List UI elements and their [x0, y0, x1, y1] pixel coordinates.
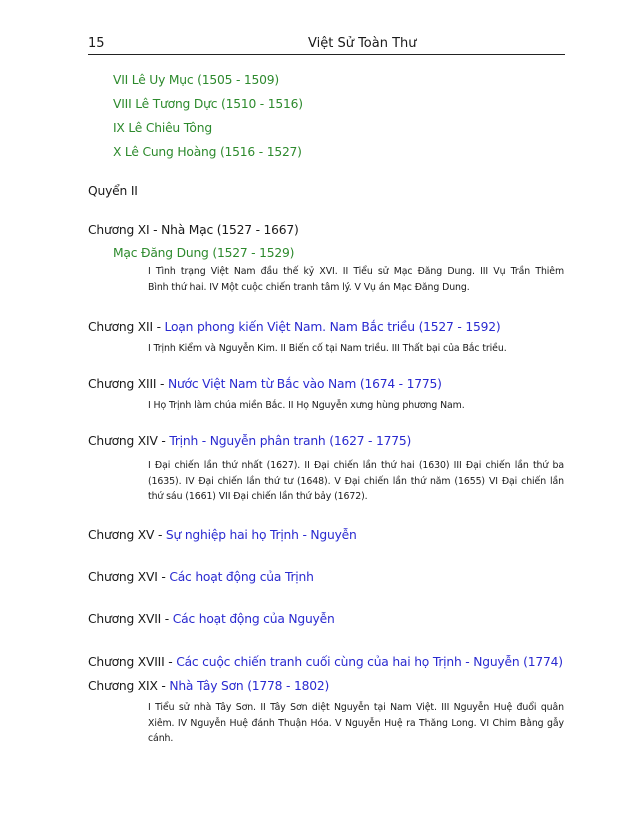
- chapter-label: Chương XVI -: [88, 570, 170, 584]
- desc-line: I Tiểu sử nhà Tây Sơn. II Tây Sơn diệt Nguyễn tại Nam Việt. III Nguyễn Huệ đuổi quân: [148, 702, 564, 713]
- volume-heading: Quyển II: [88, 184, 138, 198]
- toc-entry-chapter-xiv[interactable]: [88, 434, 411, 448]
- toc-entry-king-vii[interactable]: VII Lê Uy Mục (1505 - 1509): [113, 73, 279, 87]
- desc-line: I Họ Trịnh làm chúa miền Bắc. II Họ Nguyễn xưng hùng phương Nam.: [148, 400, 465, 411]
- chapter-link[interactable]: Sự nghiệp hai họ Trịnh - Nguyễn: [165, 528, 357, 542]
- chapter-link[interactable]: Các hoạt động của Nguyễn: [172, 612, 335, 626]
- chapter-link[interactable]: Loạn phong kiến Việt Nam. Nam Bắc triều (1527 - 1592): [164, 320, 501, 334]
- toc-entry-chapter-xiii[interactable]: [88, 377, 442, 391]
- chapter-xix-description: [148, 700, 564, 747]
- toc-entry-chapter-xvii[interactable]: [88, 612, 335, 626]
- chapter-label: Chương XII -: [88, 320, 165, 334]
- toc-entry-king-viii[interactable]: VIII Lê Tương Dực (1510 - 1516): [113, 97, 303, 111]
- chapter-link[interactable]: Các hoạt động của Trịnh: [169, 570, 314, 584]
- chapter-link[interactable]: Nước Việt Nam từ Bắc vào Nam (1674 - 1775): [167, 377, 442, 391]
- toc-entry-king-x[interactable]: X Lê Cung Hoàng (1516 - 1527): [113, 145, 302, 159]
- desc-line: I Tình trạng Việt Nam đầu thế kỷ XVI. II Tiểu sử Mạc Đăng Dung. III Vụ Trần Thiêm: [148, 266, 564, 277]
- desc-line: Xiêm. IV Nguyễn Huệ đánh Thuận Hóa. V Nguyễn Huệ ra Thăng Long. VI Chim Bằng gẫy: [148, 717, 564, 729]
- toc-entry-chapter-xvi[interactable]: [88, 570, 314, 584]
- desc-line: thứ sáu (1661) VII Đại chiến lần thứ bảy (1672).: [148, 491, 368, 502]
- toc-entry-king-ix[interactable]: IX Lê Chiêu Tông: [113, 121, 212, 135]
- book-title: Việt Sử Toàn Thư: [308, 36, 417, 51]
- desc-line: cánh.: [148, 733, 174, 744]
- chapter-link[interactable]: Nhà Tây Sơn (1778 - 1802): [169, 679, 330, 693]
- chapter-label: Chương XVIII -: [88, 655, 177, 669]
- toc-entry-mac-dang-dung[interactable]: Mạc Đăng Dung (1527 - 1529): [113, 246, 295, 260]
- chapter-link[interactable]: Trịnh - Nguyễn phân tranh (1627 - 1775): [169, 434, 412, 448]
- chapter-link[interactable]: Các cuộc chiến tranh cuối cùng của hai họ Trịnh - Nguyễn (1774): [176, 655, 563, 669]
- toc-entry-chapter-xii[interactable]: [88, 320, 500, 334]
- chapter-label: Chương XIII -: [88, 377, 168, 391]
- toc-entry-chapter-xix[interactable]: [88, 679, 329, 693]
- toc-entry-chapter-xv[interactable]: [88, 528, 357, 542]
- desc-line: (1635). IV Đại chiến lần thứ tư (1648). V Đại chiến lần thứ năm (1655) VI Đại chiến lần: [148, 475, 564, 487]
- desc-line: I Đại chiến lần thứ nhất (1627). II Đại chiến lần thứ hai (1630) III Đại chiến lần thứ ba: [148, 460, 564, 471]
- chapter-xii-description: [148, 341, 564, 357]
- toc-entry-chapter-xviii[interactable]: [88, 655, 563, 669]
- toc-entry-chapter-xi[interactable]: Chương XI - Nhà Mạc (1527 - 1667): [88, 223, 299, 237]
- chapter-label: Chương XIX -: [88, 679, 170, 693]
- chapter-xiii-description: [148, 398, 564, 414]
- chapter-label: Chương XV -: [88, 528, 166, 542]
- chapter-label: Chương XVII -: [88, 612, 173, 626]
- desc-line: I Trịnh Kiểm và Nguyễn Kim. II Biến cố tại Nam triều. III Thất bại của Bắc triều.: [148, 343, 507, 354]
- page-header: [88, 32, 565, 55]
- chapter-xiv-description: [148, 458, 564, 505]
- chapter-label: Chương XIV -: [88, 434, 170, 448]
- page-number: 15: [88, 36, 105, 51]
- desc-line: Bình thứ hai. IV Một cuộc chiến tranh tâm lý. V Vụ án Mạc Đăng Dung.: [148, 281, 470, 293]
- chapter-xi-description: [148, 264, 564, 295]
